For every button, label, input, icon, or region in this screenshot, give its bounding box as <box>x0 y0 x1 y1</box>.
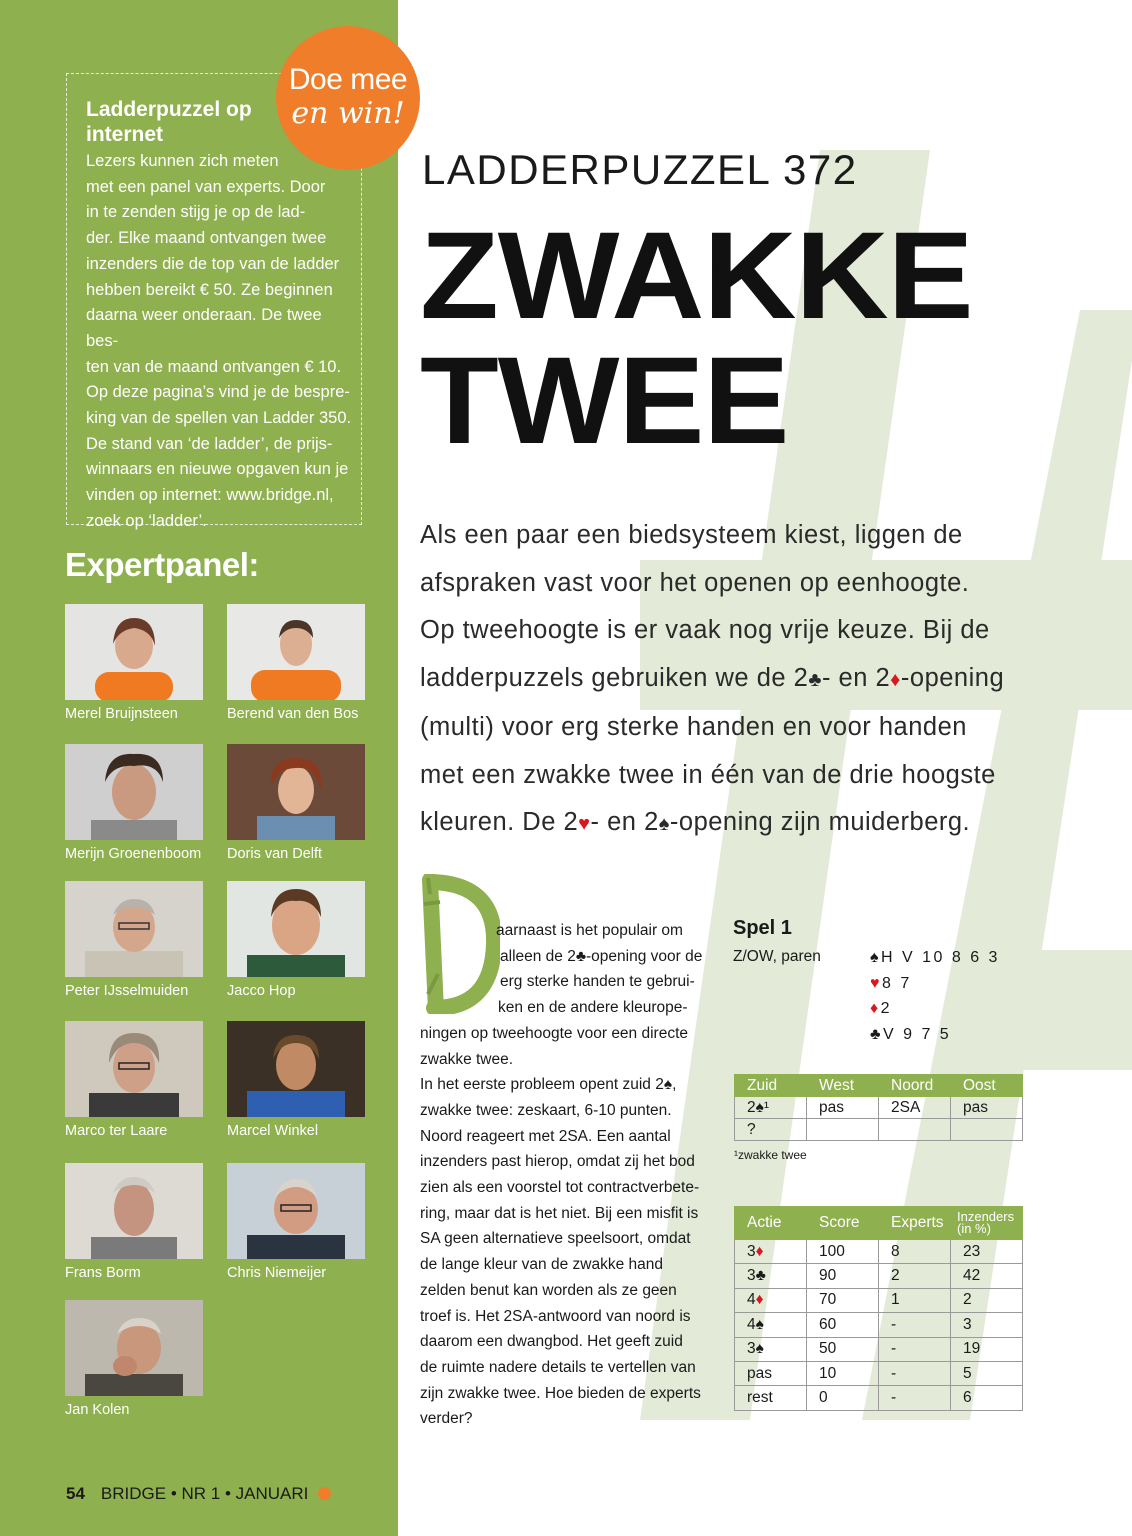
info-box-text: Lezers kunnen zich meten met een panel van experts. Door in te zenden stijg je op de lad- der. Elke maand ontvangen twee inzenders die de top van de ladder hebben bereikt € 50. Ze beginnen daarna weer onderaan. De twee bes- ten van de maand ontvangen € 10. Op deze pagina’s vind je de bespre- king van de spellen van Ladder 350. De stand van ‘de ladder’, de prijs- winnaars en nieuwe opgaven kun je vinden op internet: www.bridge.nl, zoek op ‘ladder’. <box>86 152 352 530</box>
win-badge <box>276 26 420 170</box>
deal-meta: Z/OW, paren <box>733 948 821 965</box>
bid-header: Noord <box>879 1075 951 1097</box>
clubs-icon: ♣ <box>870 1026 883 1044</box>
table-row: ? <box>735 1119 1023 1141</box>
score-header: Score <box>807 1207 879 1240</box>
expert-name: Marco ter Laare <box>65 1123 168 1139</box>
magazine-issue: BRIDGE • NR 1 • JANUARI <box>100 1484 309 1503</box>
bid-header: Zuid <box>735 1075 807 1097</box>
table-row: rest 0 - 6 <box>735 1386 1023 1410</box>
expert-photo <box>227 881 365 977</box>
expert-photo <box>65 1163 203 1259</box>
spades-icon: ♠ <box>870 949 881 966</box>
score-table <box>734 1206 1023 1411</box>
expert-name: Merel Bruijnsteen <box>65 706 178 722</box>
badge-line-2: en win! <box>291 96 405 131</box>
expert-photo <box>227 604 365 700</box>
footer-dot-icon <box>318 1487 331 1500</box>
expert-name: Doris van Delft <box>227 846 323 862</box>
article-intro: Als een paar een biedsysteem kiest, liggen de afspraken vast voor het openen op eenhoogte. Op tweehoogte is er vaak nog vrije keuze. Bij de ladderpuzzels gebruiken we de 2♣- en 2♦-opening (multi) voor erg sterke handen en voor handen met een zwakke twee in één van de drie hoogste kleuren. De 2♥- en 2♠-opening zijn muiderberg. <box>420 521 1005 836</box>
diamonds-icon: ♦ <box>870 1000 881 1018</box>
deal-hand: ♠H V 10 8 6 3 ♥8 7 ♦2 ♣V 9 7 5 <box>870 949 1000 1044</box>
expert-photo <box>227 744 365 840</box>
table-row: 2♠¹ pas 2SA pas <box>735 1097 1023 1119</box>
expert-name: Frans Borm <box>65 1265 141 1281</box>
clubs-icon: ♣ <box>808 668 822 691</box>
expert-name: Peter IJsselmuiden <box>65 983 189 999</box>
score-header: Inzenders (in %) <box>951 1207 1023 1240</box>
hearts-icon: ♥ <box>578 813 591 835</box>
bidding-table <box>734 1074 1023 1141</box>
table-row: pas 10 - 5 <box>735 1361 1023 1385</box>
expert-photo <box>65 1300 203 1396</box>
article-body: aarnaast is het populair om alleen de 2♣-opening voor de erg sterke handen te gebrui- ken en de andere kleurope- ningen op tweehoogte voor een directe zwakke twee. In het eerste probleem opent zuid 2♠, zwakke twee: zeskaart, 6-10 punten. Noord reageert met 2SA. Een aantal inzenders past hierop, omdat zij het bod zien als een voorstel tot contractverbete- ring, maar dat is het niet. Bij een misfit is SA geen alternatieve speelsoort, omdat de lange kleur van de zwakke hand zelden benut kan worden als ze geen troef is. Het 2SA-antwoord van noord is daarom een dwangbod. Het geeft zuid de ruimte nadere details te vertellen van zijn zwakke twee. Hoe bieden de experts verder? <box>420 922 703 1428</box>
info-box-title: Ladderpuzzel op internet <box>86 98 252 146</box>
table-row: 3♠ 50 - 19 <box>735 1337 1023 1361</box>
expert-photo <box>227 1021 365 1117</box>
bidding-footnote: ¹zwakke twee <box>734 1148 807 1162</box>
table-row: 4♦ 70 1 2 <box>735 1288 1023 1312</box>
badge-line-1: Doe mee <box>288 63 408 96</box>
page-number: 54 <box>66 1484 85 1503</box>
expert-photo <box>65 604 203 700</box>
table-row: 3♦ 100 8 23 <box>735 1240 1023 1264</box>
bid-header: West <box>807 1075 879 1097</box>
bid-header: Oost <box>951 1075 1023 1097</box>
article-headline: ZWAKKE TWEE <box>420 207 973 470</box>
score-header: Actie <box>735 1207 807 1240</box>
expert-photo <box>65 744 203 840</box>
hearts-icon: ♥ <box>870 974 882 992</box>
article-kicker: LADDERPUZZEL 372 <box>422 146 858 193</box>
expert-name: Chris Niemeijer <box>227 1265 327 1281</box>
diamonds-icon: ♦ <box>890 668 901 691</box>
page-footer <box>66 1484 331 1504</box>
score-header: Experts <box>879 1207 951 1240</box>
expert-name: Marcel Winkel <box>227 1123 319 1139</box>
expert-photo <box>65 881 203 977</box>
expertpanel-title: Expertpanel: <box>65 546 259 583</box>
expert-photo <box>227 1163 365 1259</box>
deal-title: Spel 1 <box>733 917 792 939</box>
expert-name: Jan Kolen <box>65 1402 130 1418</box>
spades-icon: ♠ <box>658 813 670 835</box>
svg-text:D: D <box>458 934 459 935</box>
expert-name: Jacco Hop <box>227 983 296 999</box>
table-row: 4♠ 60 - 3 <box>735 1313 1023 1337</box>
expert-photo <box>65 1021 203 1117</box>
expert-name: Merijn Groenenboom <box>65 846 202 862</box>
expert-name: Berend van den Bos <box>227 706 359 722</box>
table-row: 3♣ 90 2 42 <box>735 1264 1023 1288</box>
